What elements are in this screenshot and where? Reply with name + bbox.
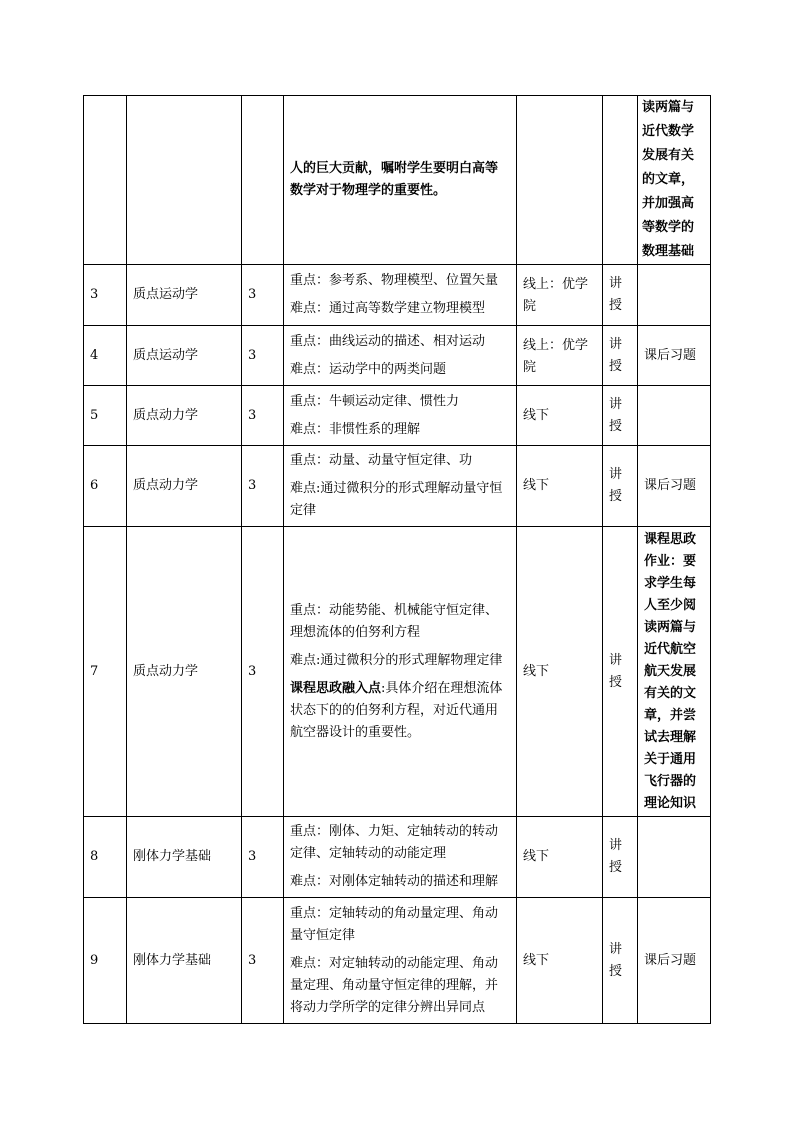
mode-cell	[517, 96, 603, 265]
method-cell	[603, 96, 638, 265]
method-cell: 讲授	[603, 817, 638, 898]
topic-cell	[127, 96, 242, 265]
table-row	[84, 96, 711, 265]
content-cell: 人的巨大贡献，嘱咐学生要明白高等数学对于物理学的重要性。	[284, 96, 517, 265]
topic-cell: 质点运动学	[127, 326, 242, 386]
key-point: 重点：刚体、力矩、定轴转动的转动定律、定轴转动的动能定理	[290, 824, 499, 861]
ideology-label: 课程思政融入点	[290, 680, 382, 696]
homework-cell: 读两篇与近代数学发展有关的文章，并加强高等数学的数理基础	[638, 96, 711, 265]
no-cell	[84, 96, 127, 265]
no-cell: 8	[84, 817, 127, 898]
no-cell: 3	[84, 265, 127, 326]
table-row	[84, 265, 711, 326]
no-cell: 4	[84, 326, 127, 386]
mode-cell: 线下	[517, 817, 603, 898]
difficulty-point: 难点：对刚体定轴转动的描述和理解	[290, 874, 499, 889]
content-cell	[284, 326, 517, 386]
content-cell	[284, 817, 517, 898]
difficulty-point: 难点:通过微积分的形式理解动量守恒定律	[290, 481, 503, 518]
mode-cell: 线下	[517, 527, 603, 817]
method-cell: 讲授	[603, 898, 638, 1024]
homework-cell: 课后习题	[638, 898, 711, 1024]
method-cell: 讲授	[603, 527, 638, 817]
key-point: 重点：牛顿运动定律、惯性力	[290, 393, 460, 409]
key-point: 重点：定轴转动的角动量定理、角动量守恒定律	[290, 905, 499, 943]
table-row	[84, 817, 711, 898]
key-point: 重点：参考系、物理模型、位置矢量	[290, 273, 499, 288]
no-cell: 7	[84, 527, 127, 817]
no-cell: 5	[84, 386, 127, 446]
hours-cell: 3	[242, 265, 284, 326]
method-cell: 讲授	[603, 265, 638, 326]
table-row	[84, 326, 711, 386]
method-cell: 讲授	[603, 386, 638, 446]
ideology-point	[290, 678, 510, 744]
hours-cell: 3	[242, 326, 284, 386]
topic-cell: 质点动力学	[127, 386, 242, 446]
content-cell	[284, 265, 517, 326]
hours-cell: 3	[242, 817, 284, 898]
difficulty-point: 难点：非惯性系的理解	[290, 421, 421, 437]
mode-cell: 线上：优学院	[517, 326, 603, 386]
topic-cell: 质点运动学	[127, 265, 242, 326]
key-point: 重点：动量、动量守恒定律、功	[290, 453, 473, 468]
homework-cell: 课后习题	[638, 446, 711, 527]
key-point: 重点：曲线运动的描述、相对运动	[290, 333, 486, 349]
hours-cell	[242, 96, 284, 265]
difficulty-point: 难点：运动学中的两类问题	[290, 361, 447, 377]
hours-cell: 3	[242, 898, 284, 1024]
mode-cell: 线下	[517, 898, 603, 1024]
homework-cell: 课后习题	[638, 326, 711, 386]
key-point: 重点：动能势能、机械能守恒定律、理想流体的伯努利方程	[290, 602, 499, 640]
homework-cell	[638, 386, 711, 446]
homework-cell	[638, 817, 711, 898]
content-cell	[284, 898, 517, 1024]
topic-cell: 质点动力学	[127, 527, 242, 817]
mode-cell: 线上：优学院	[517, 265, 603, 326]
topic-cell: 刚体力学基础	[127, 898, 242, 1024]
table-row	[84, 898, 711, 1024]
content-cell	[284, 527, 517, 817]
hours-cell: 3	[242, 527, 284, 817]
difficulty-point: 难点：通过高等数学建立物理模型	[290, 301, 486, 316]
method-cell: 讲授	[603, 446, 638, 527]
table-row	[84, 446, 711, 527]
no-cell: 6	[84, 446, 127, 527]
no-cell: 9	[84, 898, 127, 1024]
mode-cell: 线下	[517, 446, 603, 527]
course-schedule-table	[83, 95, 711, 1024]
difficulty-point: 难点：对定轴转动的动能定理、角动量定理、角动量守恒定律的理解，并将动力学所学的定律分辨出异同点	[290, 955, 499, 1015]
method-cell: 讲授	[603, 326, 638, 386]
table-row	[84, 527, 711, 817]
hours-cell: 3	[242, 446, 284, 527]
difficulty-point: 难点:通过微积分的形式理解物理定律	[290, 652, 503, 668]
content-cell	[284, 446, 517, 527]
homework-cell: 课程思政作业：要求学生每人至少阅读两篇与近代航空航天发展有关的文章，并尝试去理解关于通用飞行器的理论知识	[638, 527, 711, 817]
ideology-text: :具体介绍在理想流体状态下的的伯努利方程，对近代通用航空器设计的重要性。	[290, 680, 503, 740]
hours-cell: 3	[242, 386, 284, 446]
homework-cell	[638, 265, 711, 326]
table-row	[84, 386, 711, 446]
content-cell	[284, 386, 517, 446]
mode-cell: 线下	[517, 386, 603, 446]
topic-cell: 质点动力学	[127, 446, 242, 527]
topic-cell: 刚体力学基础	[127, 817, 242, 898]
